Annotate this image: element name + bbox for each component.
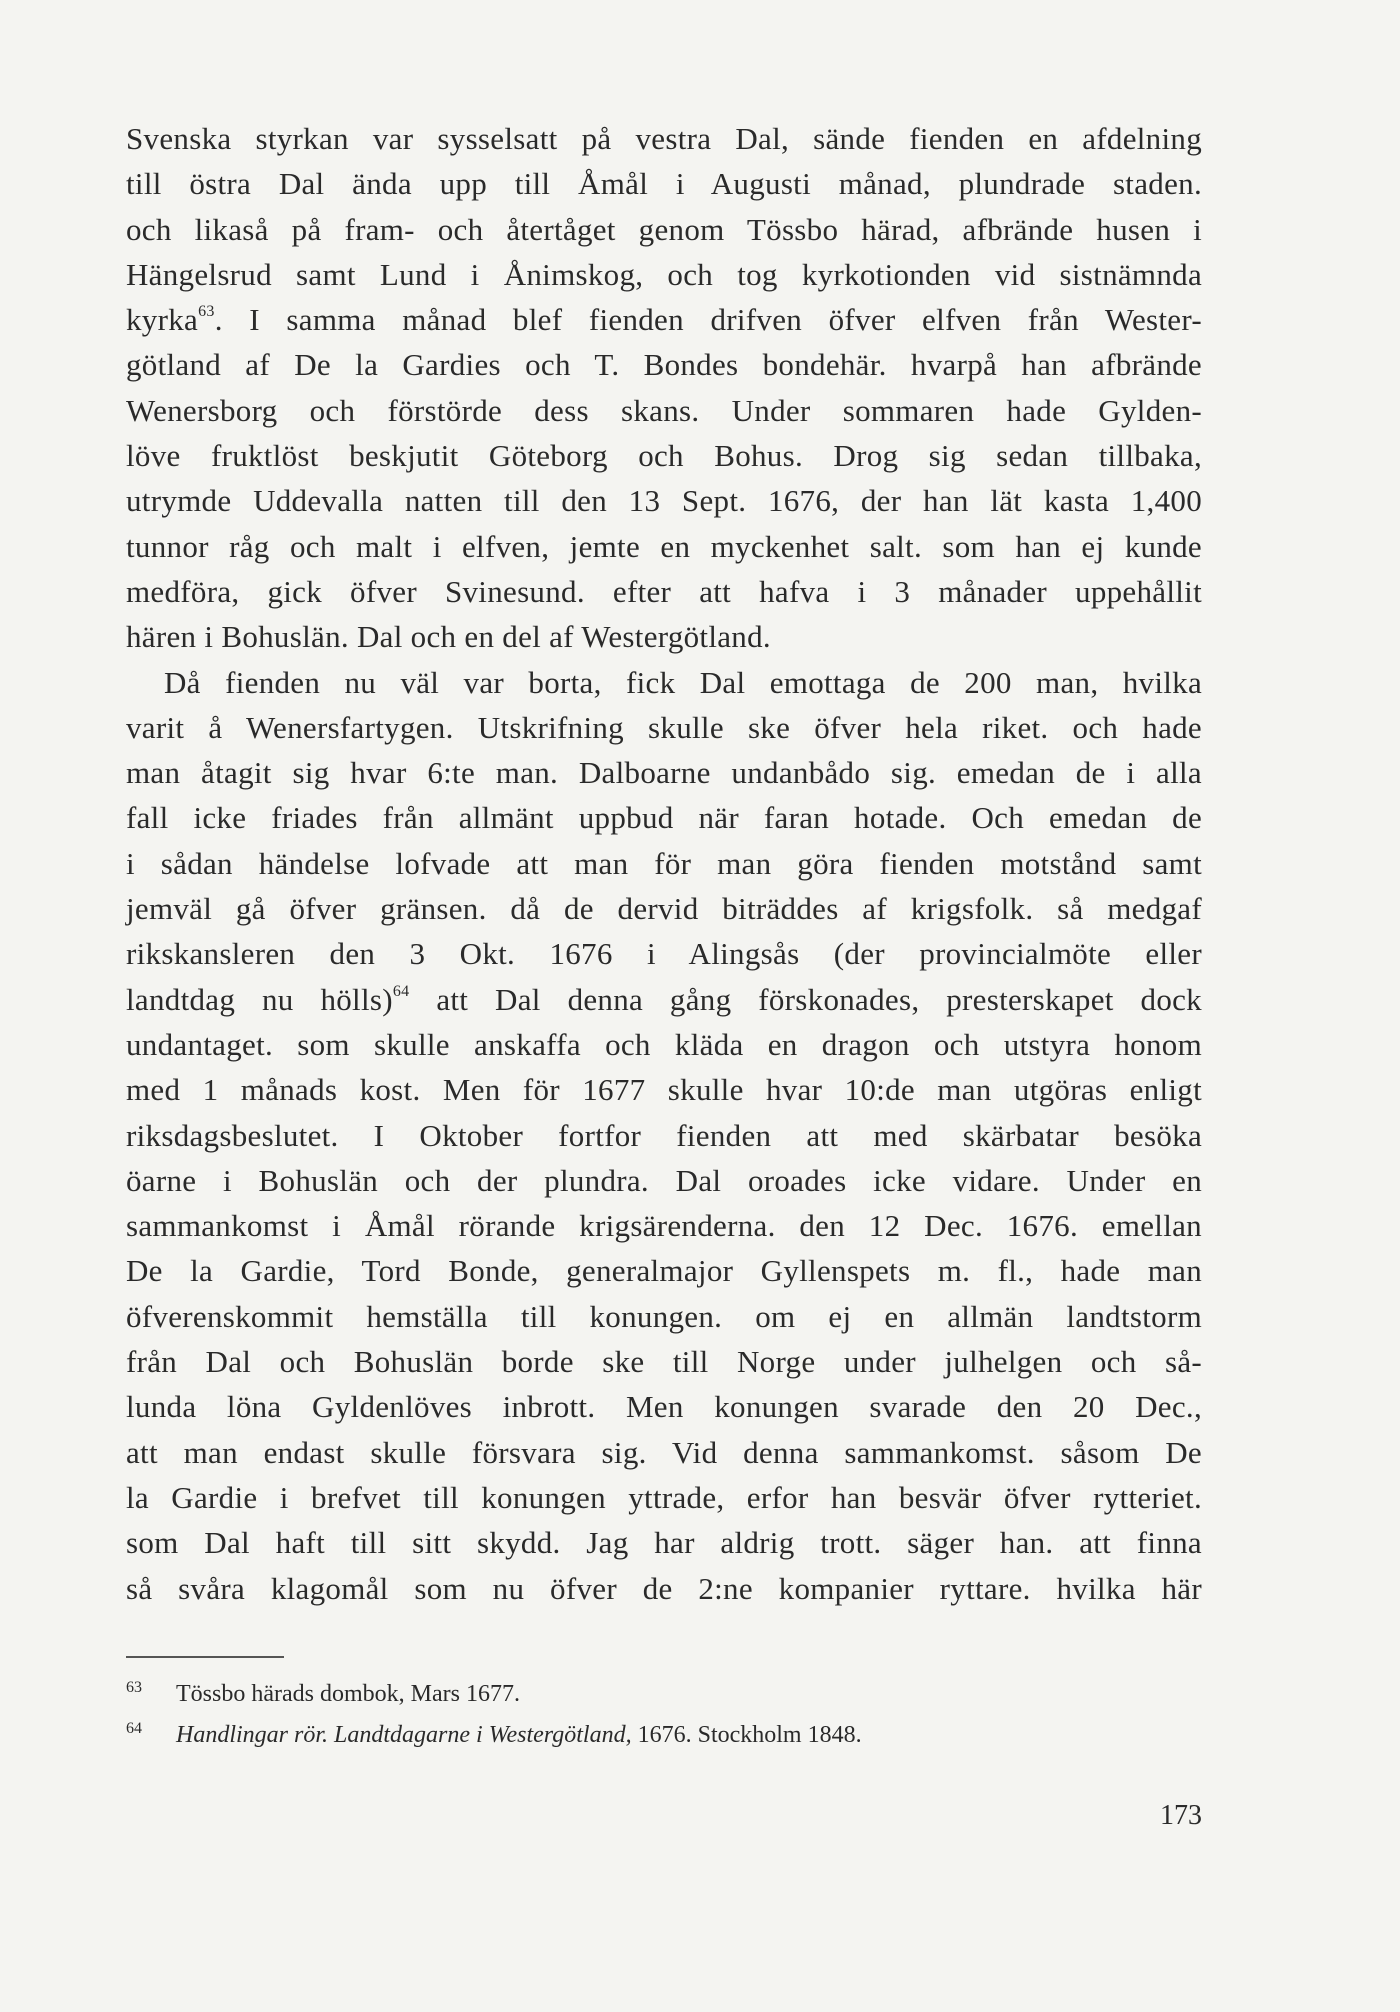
main-text (126, 116, 1202, 1611)
text-line (126, 297, 1202, 342)
text-line (126, 977, 1202, 1022)
text-line: löve fruktlöst beskjutit Göteborg och Bohus. Drog sig sedan tillbaka, (126, 438, 1202, 474)
text-line: och likaså på fram- och återtåget genom Tössbo härad, afbrände husen i (126, 211, 1202, 247)
text-line: utrymde Uddevalla natten till den 13 Sept. 1676, der han lät kasta 1,400 (126, 483, 1202, 519)
text-line: rikskansleren den 3 Okt. 1676 i Alingsås (der provincialmöte eller (126, 936, 1202, 972)
footnote-divider (126, 1656, 284, 1658)
text-line: la Gardie i brefvet till konungen yttrade, erfor han besvär öfver rytteriet. (126, 1479, 1202, 1515)
text-line: som Dal haft till sitt skydd. Jag har aldrig trott. säger han. att finna (126, 1525, 1202, 1561)
text-line: från Dal och Bohuslän borde ske till Norge under julhelgen och så- (126, 1344, 1202, 1380)
footnote-63: 63 Tössbo härads dombok, Mars 1677. (126, 1679, 520, 1707)
page-number: 173 (1160, 1800, 1202, 1831)
text-line: med 1 månads kost. Men för 1677 skulle hvar 10:de man utgöras enligt (126, 1072, 1202, 1108)
text-line: medföra, gick öfver Svinesund. efter att hafva i 3 månader uppehållit (126, 573, 1202, 609)
text-line: man åtagit sig hvar 6:te man. Dalboarne undanbådo sig. emedan de i alla (126, 755, 1202, 791)
text-line: öfverenskommit hemställa till konungen. om ej en allmän landtstorm (126, 1298, 1202, 1334)
text-line: så svåra klagomål som nu öfver de 2:ne kompanier ryttare. hvilka här (126, 1570, 1202, 1606)
footnote-text: 1676. Stockholm 1848. (631, 1722, 862, 1748)
text-line: fall icke friades från allmänt uppbud när faran hotade. Och emedan de (126, 800, 1202, 836)
paragraph-start-line: Då fienden nu väl var borta, fick Dal emottaga de 200 man, hvilka (164, 664, 1202, 700)
text-line: Hängelsrud samt Lund i Ånimskog, och tog kyrkotionden vid sistnämnda (126, 256, 1202, 292)
text-line: Wenersborg och förstörde dess skans. Under sommaren hade Gylden- (126, 392, 1202, 428)
text-fragment: . I samma månad blef fienden drifven öfver elfven från Wester- (214, 302, 1202, 338)
text-line: lunda löna Gyldenlöves inbrott. Men konungen svarade den 20 Dec., (126, 1389, 1202, 1425)
text-line: till östra Dal ända upp till Åmål i Augusti månad, plundrade staden. (126, 166, 1202, 202)
text-line: varit å Wenersfartygen. Utskrifning skulle ske öfver hela riket. och hade (126, 709, 1202, 745)
text-line: Svenska styrkan var sysselsatt på vestra Dal, sände fienden en afdelning (126, 121, 1202, 156)
text-fragment: kyrka (126, 302, 199, 338)
text-line: hären i Bohuslän. Dal och en del af Westergötland. (126, 619, 771, 655)
text-fragment: landtdag nu hölls) (126, 981, 393, 1017)
text-fragment: att Dal denna gång förskonades, presterskapet dock (409, 981, 1202, 1017)
text-line: De la Gardie, Tord Bonde, generalmajor Gyllenspets m. fl., hade man (126, 1253, 1202, 1289)
text-line: riksdagsbeslutet. I Oktober fortfor fienden att med skärbatar besöka (126, 1117, 1202, 1153)
footnote-text: Tössbo härads dombok, Mars 1677. (176, 1681, 520, 1707)
text-line: att man endast skulle försvara sig. Vid denna sammankomst. såsom De (126, 1434, 1202, 1470)
text-line: götland af De la Gardies och T. Bondes bondehär. hvarpå han afbrände (126, 347, 1202, 383)
footnote-ref-63: 63 (198, 303, 215, 321)
footnote-ref-64: 64 (392, 982, 410, 1000)
text-line: öarne i Bohuslän och der plundra. Dal oroades icke vidare. Under en (126, 1162, 1202, 1198)
footnotes (126, 1674, 1202, 1756)
footnote-64: 64 Handlingar rör. Landtdagarne i Westergötland, 1676. Stockholm 1848. (126, 1720, 862, 1748)
text-line: i sådan händelse lofvade att man för man göra fienden motstånd samt (126, 845, 1202, 881)
text-line: sammankomst i Åmål rörande krigsärenderna. den 12 Dec. 1676. emellan (126, 1208, 1202, 1244)
footnote-title: Handlingar rör. Landtdagarne i Westergötland, (176, 1722, 632, 1748)
text-line: jemväl gå öfver gränsen. då de dervid biträddes af krigsfolk. så medgaf (126, 891, 1202, 927)
text-line: undantaget. som skulle anskaffa och kläda en dragon och utstyra honom (126, 1026, 1202, 1062)
text-line: tunnor råg och malt i elfven, jemte en myckenhet salt. som han ej kunde (126, 528, 1202, 564)
